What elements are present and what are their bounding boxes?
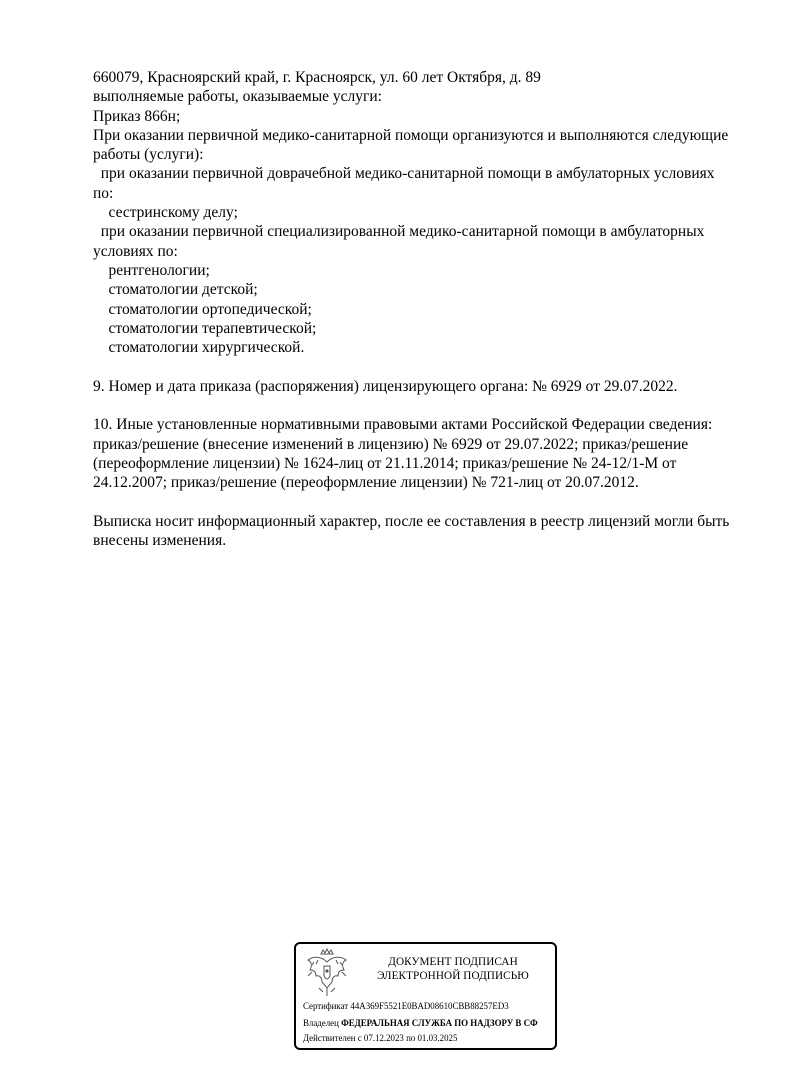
services-heading: выполняемые работы, оказываемые услуги: [93,88,382,106]
paragraph-line: при оказании первичной специализированной медико-санитарной помощи в амбулаторных [93,223,705,241]
certificate-row [303,1001,509,1012]
paragraph-line: При оказании первичной медико-санитарной помощи организуются и выполняются следующие [93,126,729,144]
stamp-title-line-1: ДОКУМЕНТ ПОДПИСАН [388,956,518,968]
address-line: 660079, Красноярский край, г. Красноярск, ул. 60 лет Октября, д. 89 [93,69,541,86]
spacer [93,357,773,376]
paragraph-line: работы (услуги): [93,146,204,164]
service-item: стоматологии детской; [93,281,258,299]
service-item: стоматологии ортопедической; [93,300,312,318]
owner-value: ФЕДЕРАЛЬНАЯ СЛУЖБА ПО НАДЗОРУ В СФ [341,1018,538,1028]
service-item: рентгенологии; [93,261,210,279]
item-9: 9. Номер и дата приказа (распоряжения) лицензирующего органа: № 6929 от 29.07.2022. [93,377,678,395]
paragraph-line: при оказании первичной доврачебной медико-санитарной помощи в амбулаторных условиях [93,165,715,183]
document-body [93,68,773,550]
item-10-line: 10. Иные установленные нормативными правовыми актами Российской Федерации сведения: [93,416,713,434]
coat-of-arms-icon [304,948,350,1000]
item-10-line: приказ/решение (внесение изменений в лицензию) № 6929 от 29.07.2022; приказ/решение [93,435,689,453]
owner-row [303,1018,538,1029]
electronic-signature-stamp [294,942,557,1050]
note-line: Выписка носит информационный характер, после ее составления в реестр лицензий могли быть [93,512,730,530]
note-line: внесены изменения. [93,532,227,550]
stamp-title [358,955,548,983]
validity-row: Действителен с 07.12.2023 по 01.03.2025 [303,1033,458,1043]
stamp-title-line-2: ЭЛЕКТРОННОЙ ПОДПИСЬЮ [377,970,529,982]
item-10-line: 24.12.2007; приказ/решение (переоформление лицензии) № 721-лиц от 20.07.2012. [93,474,639,492]
certificate-label: Сертификат [303,1001,349,1011]
item-10-line: (переоформление лицензии) № 1624-лиц от 21.11.2014; приказ/решение № 24-12/1-М от [93,454,677,472]
paragraph-line: условиях по: [93,242,178,260]
certificate-value: 44A369F5521E0BAD08610CBB88257ED3 [350,1001,509,1011]
spacer [93,493,773,512]
service-item: стоматологии терапевтической; [93,319,317,337]
service-item: сестринскому делу; [93,204,238,222]
paragraph-line: по: [93,184,114,202]
service-item: стоматологии хирургической. [93,339,305,357]
order-line: Приказ 866н; [93,107,181,125]
owner-label: Владелец [303,1018,339,1028]
spacer [93,396,773,415]
